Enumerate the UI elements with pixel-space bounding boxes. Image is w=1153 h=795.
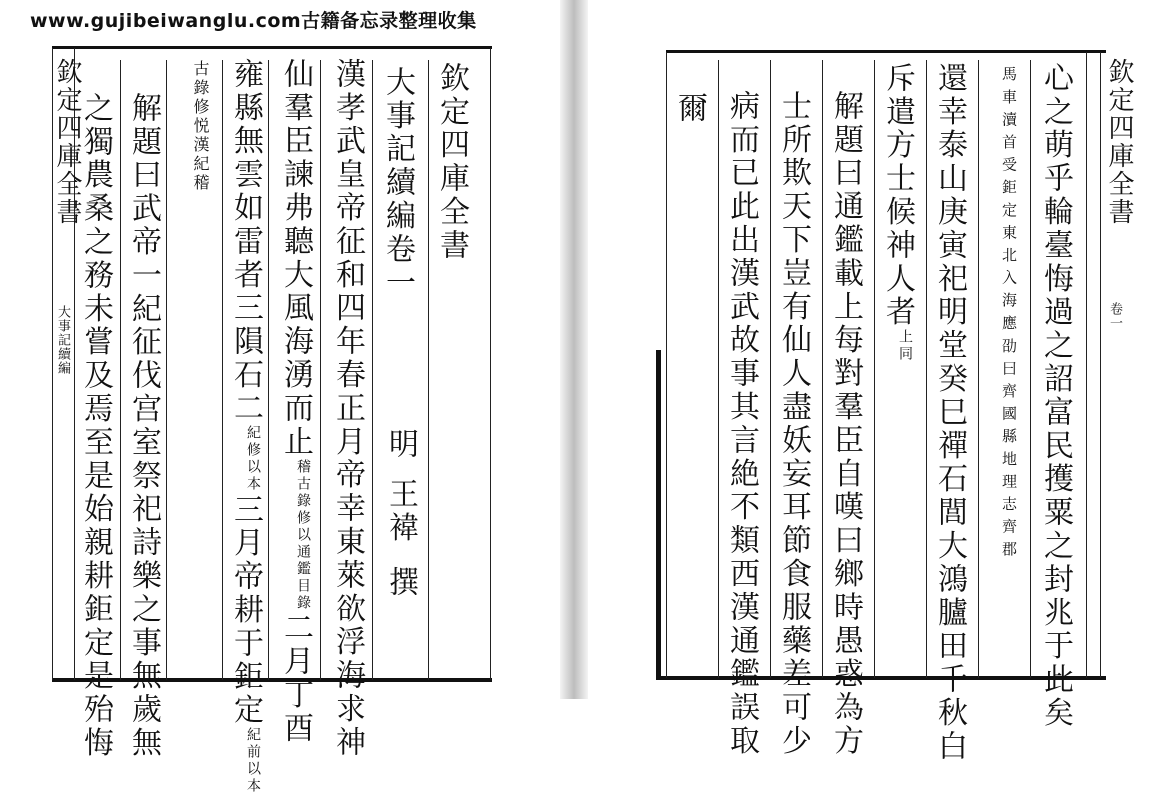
left-header-fragment: 欽定四庫全書: [52, 58, 82, 226]
rule-line: [120, 60, 121, 680]
rule-line: [268, 60, 269, 680]
left-page: [0, 0, 560, 795]
inline-note: [245, 727, 260, 795]
text-segment: 斥遣方士候神人者: [880, 62, 915, 330]
rule-line: [166, 60, 167, 680]
note-right: 悦漢紀稽: [191, 117, 210, 193]
note-left: 紀修: [245, 425, 261, 460]
watermark-text: www.gujibeiwanglu.com古籍备忘录整理收集: [30, 10, 477, 32]
rule-line: [666, 52, 667, 678]
rule-line: [428, 60, 429, 680]
rule-line: [978, 60, 979, 678]
text-column: [986, 66, 1016, 563]
text-column: 解題曰通鑑載上每對羣臣自嘆曰鄉時愚惑為方: [828, 90, 863, 758]
text-column: 之獨農桑之務未嘗及焉至是始親耕鉅定是殆悔: [78, 92, 113, 760]
inline-note: [295, 459, 310, 612]
rule-line: [926, 60, 927, 678]
note-right: 同: [897, 346, 913, 364]
page-edge-bar: [656, 350, 661, 680]
inline-note: [997, 66, 1016, 563]
text-column: [178, 60, 208, 193]
inline-note: [189, 60, 208, 193]
note-left: 古錄修: [191, 60, 210, 117]
author-role: 撰: [383, 566, 418, 600]
rule-line: [1030, 60, 1031, 678]
text-column: 士所欺天下豈有仙人盡妖妄耳節食服藥差可少: [776, 90, 811, 758]
text-column: 還幸泰山庚寅祀明堂癸巳禪石閭大鴻臚田千秋白: [932, 62, 967, 764]
right-top-border: [666, 50, 1106, 53]
note-right: 應劭曰齊國縣地理志齊郡: [1000, 314, 1018, 564]
inline-note: [245, 425, 260, 493]
text-segment: 二月丁酉: [278, 611, 313, 746]
text-column: [880, 62, 915, 364]
rule-line: [222, 60, 223, 680]
text-segment: 三月帝耕于鉅定: [228, 493, 263, 728]
note-left: 上: [897, 329, 913, 347]
text-column: 病而已此出漢武故事其言絶不類西漢通鑑誤取: [724, 90, 759, 758]
text-column: 爾: [672, 92, 707, 126]
rule-line: [1086, 52, 1087, 678]
book-gutter: [560, 0, 588, 699]
note-left: 紀前: [245, 727, 261, 762]
book-title: 欽定四庫全書: [434, 62, 469, 263]
text-column: 解題曰武帝一紀征伐宫室祭祀詩樂之事無歲無: [126, 92, 161, 760]
rule-line: [822, 60, 823, 678]
note-left: 馬車瀆首受鉅定東北入海: [1000, 66, 1018, 315]
note-right: 以本: [245, 459, 261, 494]
text-column: 心之萌乎輪臺悔過之詔富民擭粟之封兆于此矣: [1038, 62, 1073, 730]
rule-line: [770, 60, 771, 678]
rule-line: [1100, 52, 1101, 678]
left-bottom-border: [52, 678, 492, 682]
rule-line: [718, 60, 719, 678]
left-top-border: [52, 46, 492, 49]
note-right: 以通鑑目錄: [295, 526, 311, 612]
text-segment: 仙羣臣諫弗聽大風海湧而止: [278, 58, 313, 459]
rule-line: [490, 48, 491, 680]
right-header-fragment: 欽定四庫全書: [1104, 58, 1134, 226]
right-page: [588, 0, 1153, 764]
text-column: [228, 58, 263, 795]
text-column: [278, 58, 313, 746]
volume-title: 大事記續編卷一: [380, 66, 415, 300]
author-name: 王褘: [383, 478, 418, 545]
volume-mark: 卷一: [1107, 302, 1122, 330]
spine-label: 大事記續編: [55, 305, 70, 375]
note-right: 以本: [245, 761, 261, 795]
note-left: 稽古錄修: [295, 458, 311, 527]
rule-line: [372, 60, 373, 680]
rule-line: [874, 60, 875, 678]
text-column: 漢孝武皇帝征和四年春正月帝幸東萊欲浮海求神: [330, 58, 365, 760]
author-dynasty: 明: [383, 428, 418, 462]
inline-note: [897, 329, 912, 363]
rule-line: [320, 60, 321, 680]
text-segment: 雍縣無雲如雷者三隕石二: [228, 58, 263, 426]
